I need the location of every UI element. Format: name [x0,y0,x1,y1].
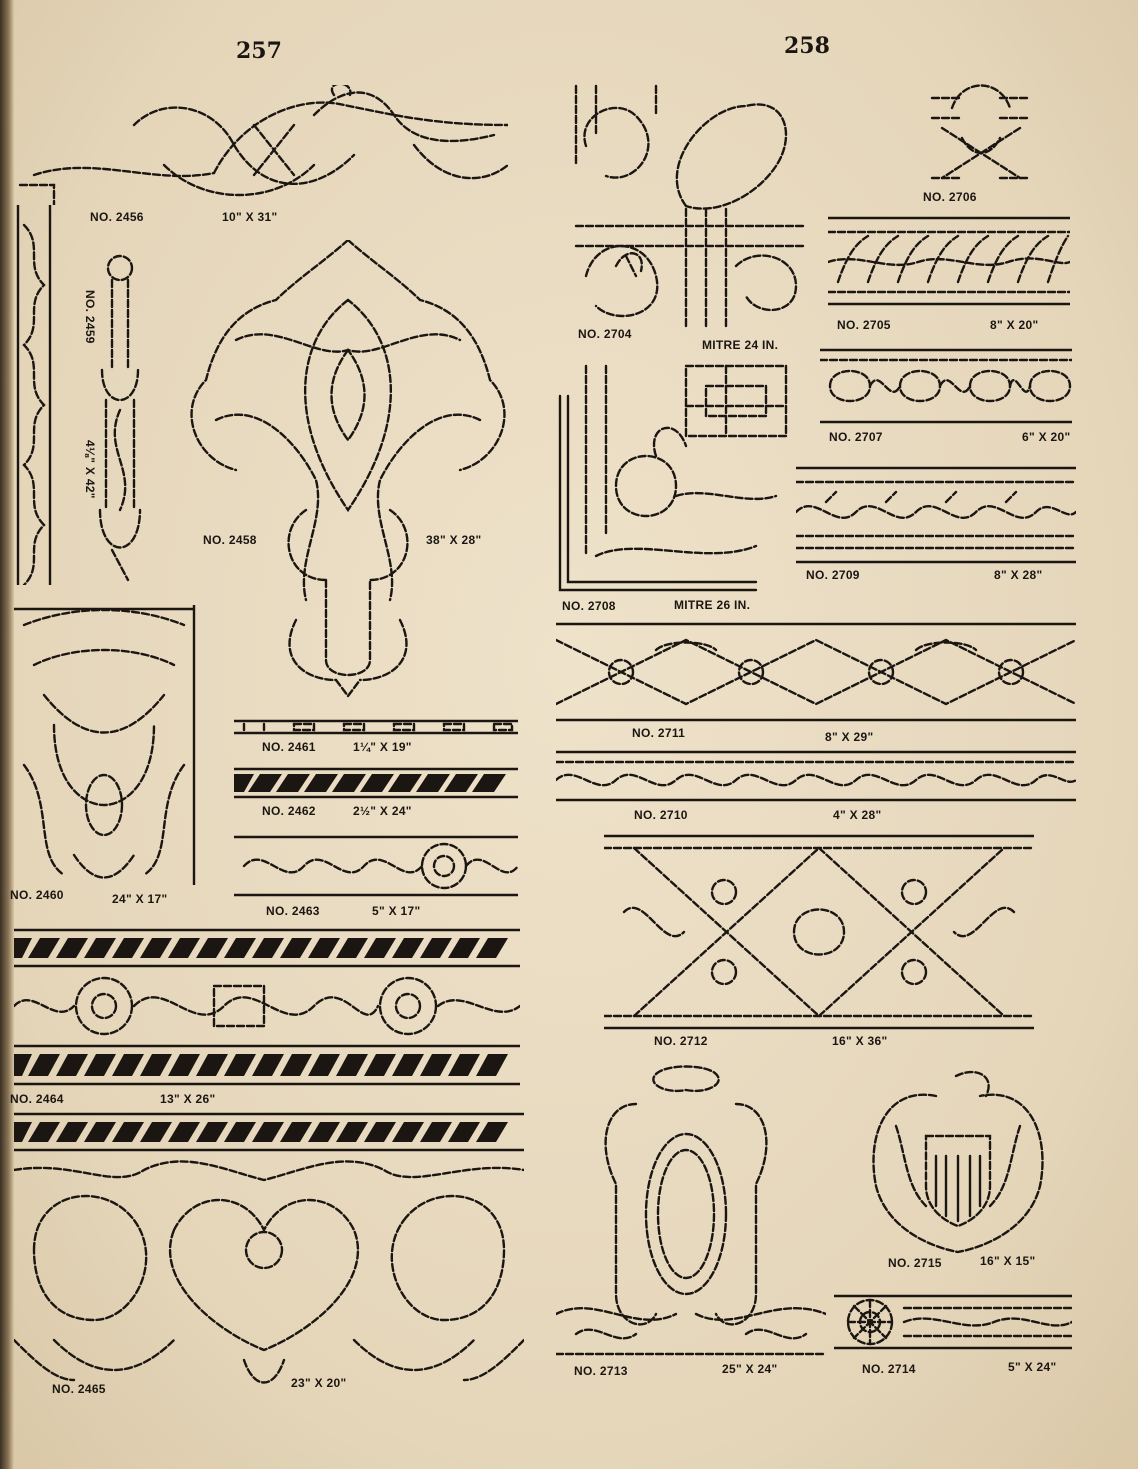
stencil-2712-art [604,832,1034,1032]
stencil-2463-art [234,834,518,898]
stencil-2461-art [234,716,518,738]
stencil-2456-corner-strip-art [14,205,54,585]
stencil-2456-art [14,85,508,205]
stencil-2459-art [92,250,148,586]
stencil-2709-number: NO. 2709 [806,568,860,582]
page-number-right: 258 [784,33,830,59]
stencil-2458-size: 38" X 28" [426,533,482,547]
stencil-2460-number: NO. 2460 [10,888,64,902]
stencil-2704-size: MITRE 24 IN. [702,338,779,352]
stencil-2464-art [14,926,520,1088]
stencil-2708-number: NO. 2708 [562,599,616,613]
stencil-2461-size: 1¼" X 19" [353,740,412,754]
stencil-2715-art [866,1066,1050,1256]
stencil-2462-number: NO. 2462 [262,804,316,818]
stencil-2715-size: 16" X 15" [980,1254,1036,1268]
stencil-2704-number: NO. 2704 [578,327,632,341]
stencil-2705-size: 8" X 20" [990,318,1039,332]
stencil-2714-size: 5" X 24" [1008,1360,1057,1374]
stencil-2709-art [796,462,1076,568]
stencil-2710-size: 4" X 28" [833,808,882,822]
stencil-2463-size: 5" X 17" [372,904,421,918]
stencil-2460-size: 24" X 17" [112,892,168,906]
stencil-2714-number: NO. 2714 [862,1362,916,1376]
stencil-2711-number: NO. 2711 [632,726,686,740]
stencil-2459-number: NO. 2459 [83,290,97,344]
stencil-2462-art [234,766,518,800]
stencil-2715-number: NO. 2715 [888,1256,942,1270]
stencil-2464-number: NO. 2464 [10,1092,64,1106]
stencil-2705-number: NO. 2705 [837,318,891,332]
stencil-2711-size: 8" X 29" [825,730,874,744]
stencil-2705-art [828,212,1070,312]
stencil-2711-art [556,620,1076,724]
stencil-2456-size: 10" X 31" [222,210,278,224]
stencil-2456-number: NO. 2456 [90,210,144,224]
stencil-2465-size: 23" X 20" [291,1376,347,1390]
stencil-2710-art [556,748,1076,804]
stencil-2707-art [820,346,1072,426]
stencil-2458-art [176,240,520,700]
stencil-2713-number: NO. 2713 [574,1364,628,1378]
stencil-2707-number: NO. 2707 [829,430,883,444]
stencil-2706-art [922,78,1040,188]
stencil-2464-size: 13" X 26" [160,1092,216,1106]
stencil-2459-size: 4⅛" X 42" [83,440,97,499]
stencil-2461-number: NO. 2461 [262,740,316,754]
stencil-2713-size: 25" X 24" [722,1362,778,1376]
stencil-2712-size: 16" X 36" [832,1034,888,1048]
page-number-left: 257 [236,38,282,64]
stencil-2708-art [556,356,790,598]
stencil-2706-number: NO. 2706 [923,190,977,204]
stencil-2458-number: NO. 2458 [203,533,257,547]
stencil-2704-art [556,76,812,330]
stencil-2714-art [834,1292,1072,1352]
book-spine [0,0,14,1469]
stencil-2713-art [556,1064,826,1360]
stencil-2462-size: 2½" X 24" [353,804,412,818]
stencil-2709-size: 8" X 28" [994,568,1043,582]
stencil-2707-size: 6" X 20" [1022,430,1071,444]
stencil-2710-number: NO. 2710 [634,808,688,822]
stencil-2465-number: NO. 2465 [52,1382,106,1396]
stencil-2465-art [14,1110,524,1392]
stencil-2463-number: NO. 2463 [266,904,320,918]
stencil-2708-size: MITRE 26 IN. [674,598,751,612]
stencil-2712-number: NO. 2712 [654,1034,708,1048]
stencil-2460-art [14,605,198,885]
